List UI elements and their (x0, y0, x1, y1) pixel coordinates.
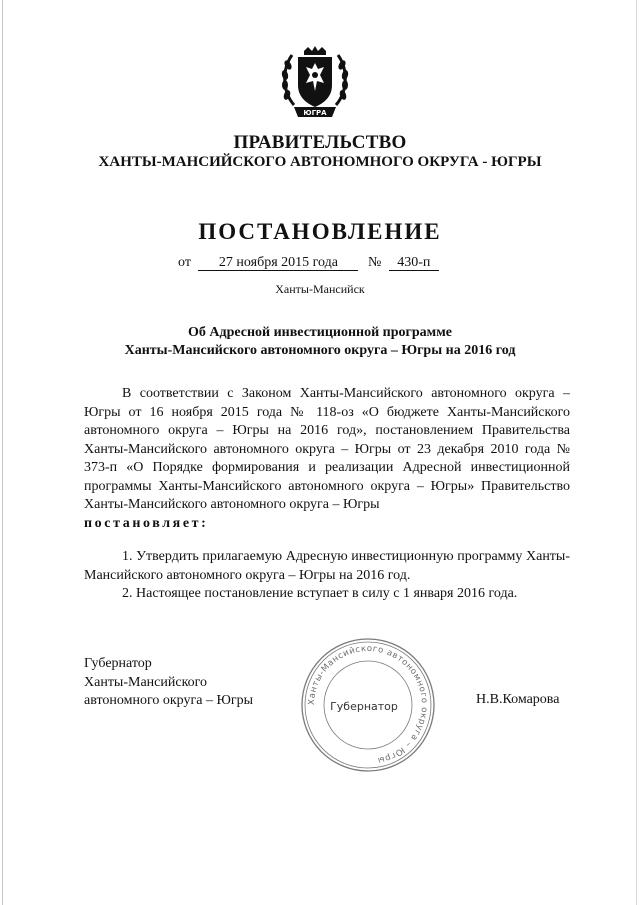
position-line-3: автономного округа – Югры (84, 693, 253, 708)
number-sign: № (367, 255, 382, 270)
date-number-line (178, 255, 439, 271)
coat-of-arms-emblem (278, 45, 352, 123)
stamp-center-text: Губернатор (330, 700, 398, 713)
position-line-2: Ханты-Мансийского (84, 674, 208, 690)
signatory-name: Н.В.Комарова (476, 692, 560, 707)
resolve-word: постановляет: (84, 515, 209, 531)
subject-line-2: Ханты-Мансийского автономного округа – Югры на 2016 год (124, 343, 516, 358)
subject-line-1: Об Адресной инвестиционной программе (188, 325, 452, 340)
document-date: 27 ноября 2015 года (198, 255, 358, 271)
signatory-position (84, 655, 253, 711)
emblem-ribbon-text: ЮГРА (303, 109, 327, 117)
resolution-item-1: 1. Утвердить прилагаемую Адресную инвестиционную программу Ханты-Мансийского автономного округа – Югры на 2016 год. (84, 549, 570, 583)
document-city: Ханты-Мансийск (275, 282, 365, 296)
document-type-heading: ПОСТАНОВЛЕНИЕ (198, 219, 442, 244)
date-prefix: от (178, 255, 191, 270)
government-title: ПРАВИТЕЛЬСТВО (233, 132, 407, 153)
resolution-item-2: 2. Настоящее постановление вступает в силу с 1 января 2016 года. (122, 586, 518, 601)
government-subtitle: ХАНТЫ-МАНСИЙСКОГО АВТОНОМНОГО ОКРУГА - ЮГРЫ (98, 154, 542, 170)
document-number: 430-п (389, 255, 439, 271)
official-stamp (300, 630, 436, 780)
preamble-text: В соответствии с Законом Ханты-Мансийского автономного округа – Югры от 16 ноября 2015 года № 118-оз «О бюджете Ханты-Мансийского автономного округа – Югры на 2016 год», постановлением Правительства Ханты-Мансийского автономного округа – Югры от 23 декабря 2010 года № 373-п «О Порядке формирования и реализации Адресной инвестиционной программы Ханты-Мансийского автономного округа – Югры» Правительство Ханты-Мансийского автономного округа – Югры (84, 386, 570, 512)
position-line-1: Губернатор (84, 656, 152, 671)
preamble-paragraph (84, 385, 570, 533)
stamp-ring-text: Ханты-Мансийского автономного округа – Югры (306, 643, 430, 766)
